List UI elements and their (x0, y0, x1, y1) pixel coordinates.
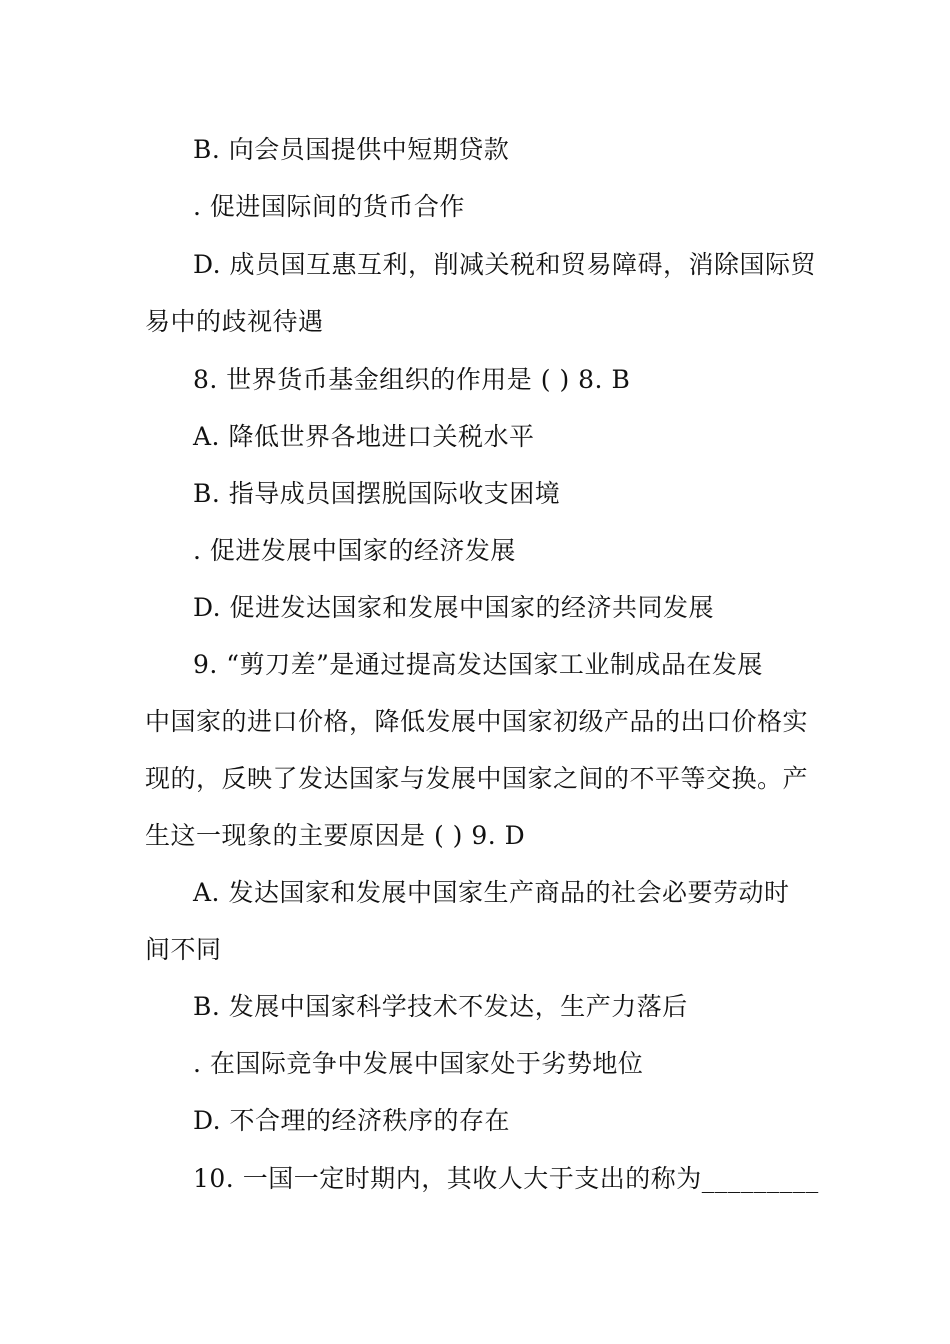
question-9: 9. “剪刀差”是通过提高发达国家工业制成品在发展 (193, 650, 763, 679)
option-8d: D. 促进发达国家和发展中国家的经济共同发展 (193, 593, 715, 622)
option-7c: . 促进国际间的货币合作 (193, 192, 465, 221)
option-8a: A. 降低世界各地进口关税水平 (193, 422, 535, 451)
option-7d-cont: 易中的歧视待遇 (145, 307, 324, 336)
question-9-cont-1: 中国家的进口价格，降低发展中国家初级产品的出口价格实 (145, 707, 809, 736)
question-10: 10. 一国一定时期内，其收人大于支出的称为_________ (193, 1164, 819, 1193)
option-9b: B. 发展中国家科学技术不发达，生产力落后 (193, 992, 688, 1021)
question-9-cont-3: 生这一现象的主要原因是 ( ) 9. D (145, 821, 526, 850)
option-7d: D. 成员国互惠互利，削减关税和贸易障碍，消除国际贸 (193, 250, 817, 279)
option-8c: . 促进发展中国家的经济发展 (193, 536, 516, 565)
option-9d: D. 不合理的经济秩序的存在 (193, 1106, 511, 1135)
option-9a: A. 发达国家和发展中国家生产商品的社会必要劳动时 (193, 878, 790, 907)
question-8: 8. 世界货币基金组织的作用是 ( ) 8. B (193, 365, 631, 394)
option-9c: . 在国际竞争中发展中国家处于劣势地位 (193, 1049, 644, 1078)
option-7b: B. 向会员国提供中短期贷款 (193, 135, 510, 164)
option-9a-cont: 间不同 (145, 935, 222, 964)
option-8b: B. 指导成员国摆脱国际收支困境 (193, 479, 561, 508)
question-9-cont-2: 现的，反映了发达国家与发展中国家之间的不平等交换。产 (145, 764, 809, 793)
